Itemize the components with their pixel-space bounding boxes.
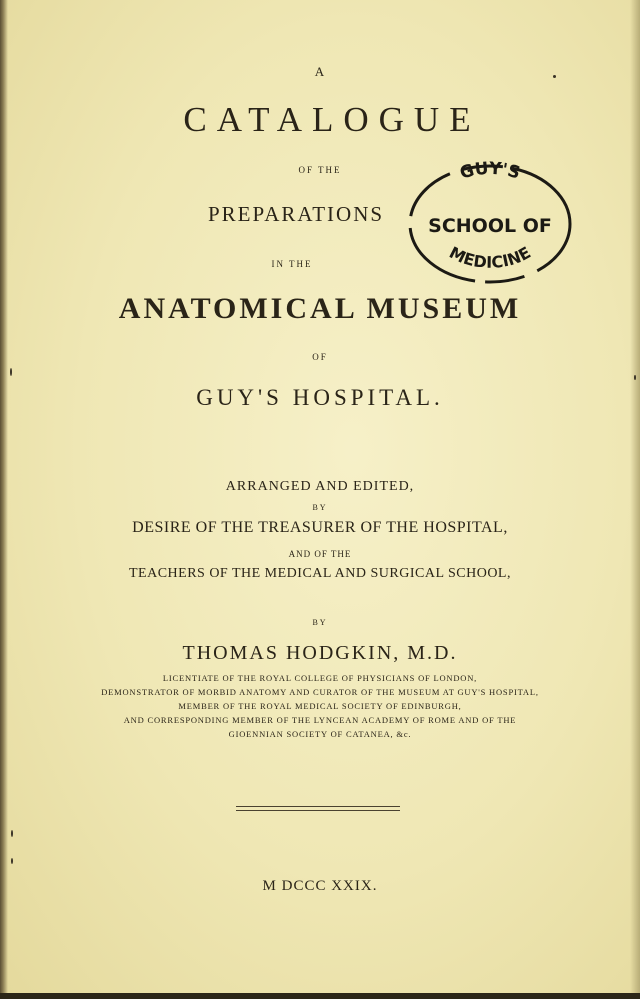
paper-speck <box>10 368 12 376</box>
title-article: A <box>314 64 326 79</box>
page-right-edge <box>630 0 640 999</box>
title-catalogue: CATALOGUE <box>183 100 481 139</box>
double-rule-top <box>236 806 400 807</box>
connector-of: OF <box>312 352 328 362</box>
title-guys-hospital: GUY'S HOSPITAL. <box>196 385 444 410</box>
connector-by: BY <box>312 503 328 512</box>
stamp-top-text: GUY'S <box>457 160 523 184</box>
publication-date: M DCCC XXIX. <box>262 878 378 894</box>
library-stamp <box>405 160 575 285</box>
paper-speck <box>11 830 13 837</box>
double-rule-bottom <box>236 810 400 811</box>
connector-of-the: OF THE <box>298 165 342 175</box>
connector-by-author: BY <box>312 618 328 627</box>
connector-in-the: IN THE <box>271 259 313 269</box>
desire-of-treasurer: DESIRE OF THE TREASURER OF THE HOSPITAL, <box>132 519 508 536</box>
author-credential: MEMBER OF THE ROYAL MEDICAL SOCIETY OF EDINBURGH, <box>178 701 462 711</box>
paper-speck <box>553 75 556 78</box>
connector-and-of-the: AND OF THE <box>288 549 352 559</box>
stamp-middle-text: SCHOOL OF <box>428 215 552 237</box>
author-name: THOMAS HODGKIN, M.D. <box>182 642 458 664</box>
paper-speck <box>634 375 636 380</box>
author-credential: LICENTIATE OF THE ROYAL COLLEGE OF PHYSICIANS OF LONDON, <box>162 673 478 683</box>
author-credential: GIOENNIAN SOCIETY OF CATANEA, &c. <box>228 729 412 739</box>
svg-text:GUY'S <box>458 160 523 184</box>
author-credential: AND CORRESPONDING MEMBER OF THE LYNCEAN ACADEMY OF ROME AND OF THE <box>123 715 517 725</box>
title-anatomical-museum: ANATOMICAL MUSEUM <box>118 292 522 325</box>
page-bottom-edge <box>0 993 640 999</box>
teachers-of-school: TEACHERS OF THE MEDICAL AND SURGICAL SCHOOL, <box>128 566 511 581</box>
stamp-bottom-text: MEDICINE <box>446 242 534 272</box>
paper-speck <box>11 858 13 864</box>
page-left-edge-shadow <box>0 0 8 999</box>
arranged-and-edited: ARRANGED AND EDITED, <box>225 479 415 494</box>
author-credential: DEMONSTRATOR OF MORBID ANATOMY AND CURATOR OF THE MUSEUM AT GUY'S HOSPITAL, <box>101 687 539 697</box>
title-preparations: PREPARATIONS <box>207 202 385 226</box>
svg-text:MEDICINE <box>446 243 534 272</box>
